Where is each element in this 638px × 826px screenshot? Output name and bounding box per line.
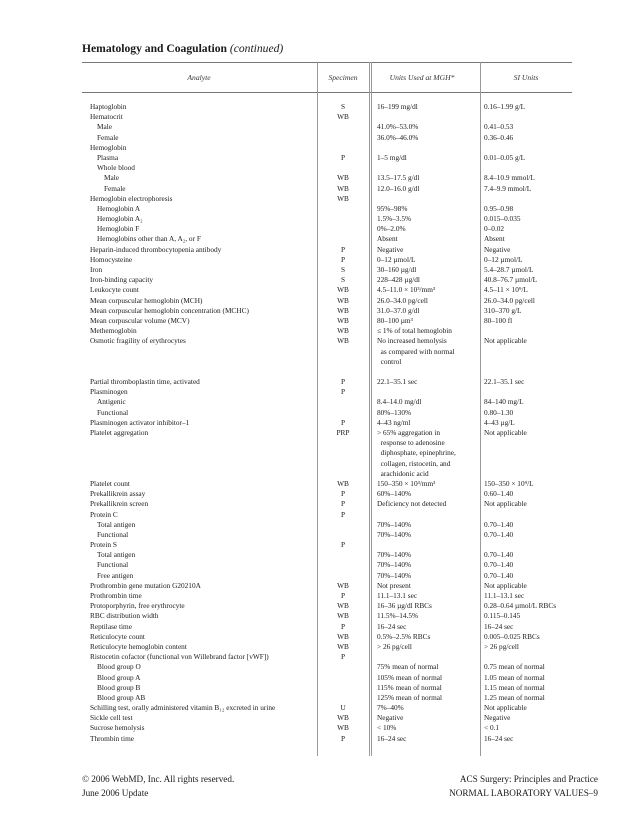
si-cell: 0.70–1.40 — [484, 570, 514, 580]
analyte-cell: Female — [104, 183, 126, 193]
specimen-cell: P — [340, 652, 346, 662]
si-cell: 0.28–0.64 µmol/L RBCs — [484, 601, 557, 611]
units-cell: Negative — [377, 713, 404, 723]
specimen-cell: P — [340, 499, 346, 509]
table-row — [0, 316, 638, 326]
table-row — [0, 642, 638, 652]
units-cell: 70%–140% — [377, 550, 412, 560]
specimen-cell: U — [340, 703, 346, 713]
table-row — [0, 652, 638, 662]
specimen-cell: PRP — [336, 428, 350, 437]
si-cell: Negative — [484, 713, 511, 723]
table-row — [0, 245, 638, 255]
analyte-cell: Schilling test, orally administered vitamin B₁₂ excreted in urine — [90, 703, 276, 713]
units-cell: 70%–140% — [377, 519, 412, 529]
units-cell: Not present — [377, 580, 411, 590]
units-cell: 60%–140% — [377, 489, 412, 499]
table-row — [0, 336, 638, 346]
si-cell: 84–140 mg/L — [484, 397, 524, 407]
table-row — [0, 499, 638, 509]
si-cell: 0.005–0.025 RBCs — [484, 631, 540, 641]
table-row — [0, 469, 638, 479]
table-row — [0, 438, 638, 448]
si-cell: 0–0.02 — [484, 224, 505, 234]
analyte-cell: Ristocetin cofactor (functional von Willebrand factor [vWF]) — [90, 652, 269, 662]
si-cell: 16–24 sec — [484, 621, 514, 631]
units-cell: > 26 pg/cell — [377, 641, 412, 651]
units-cell: 0–12 µmol/L — [377, 254, 416, 264]
specimen-cell: P — [340, 152, 346, 162]
si-cell: 16–24 sec — [484, 733, 514, 743]
units-cell: 13.5–17.5 g/dl — [377, 173, 420, 183]
table-row — [0, 265, 638, 275]
specimen-cell: S — [340, 265, 346, 274]
si-cell: Absent — [484, 234, 505, 244]
analyte-cell: Partial thromboplastin time, activated — [90, 377, 200, 387]
units-cell: 125% mean of normal — [377, 692, 443, 702]
specimen-cell: S — [340, 275, 346, 285]
units-cell: response to adenosine — [377, 438, 445, 448]
analyte-cell: Female — [97, 132, 119, 142]
specimen-cell: WB — [337, 183, 349, 193]
analyte-cell: Sickle cell test — [90, 713, 133, 723]
specimen-cell: WB — [337, 295, 349, 305]
si-cell: 310–370 g/L — [484, 305, 522, 315]
si-cell: 1.15 mean of normal — [484, 682, 545, 692]
units-cell: 70%–140% — [377, 570, 412, 580]
si-cell: Not applicable — [484, 336, 527, 346]
si-cell: Not applicable — [484, 499, 527, 509]
specimen-cell: WB — [337, 173, 349, 183]
specimen-cell: WB — [337, 193, 349, 203]
table-row — [0, 662, 638, 672]
si-cell: 0.41–0.53 — [484, 122, 514, 132]
si-cell: 26.0–34.0 pg/cell — [484, 295, 535, 305]
table-row — [0, 163, 638, 173]
specimen-cell: P — [340, 509, 346, 519]
specimen-cell: WB — [337, 326, 349, 336]
units-cell: 105% mean of normal — [377, 672, 443, 682]
analyte-cell: Hemoglobin — [90, 142, 127, 152]
table-row — [0, 418, 638, 428]
units-cell: 30–160 µg/dl — [377, 265, 417, 274]
si-cell: 7.4–9.9 mmol/L — [484, 183, 532, 193]
table-row — [0, 347, 638, 357]
specimen-cell: WB — [337, 336, 349, 346]
table-row — [0, 377, 638, 387]
si-cell: 0.70–1.40 — [484, 550, 514, 560]
table-row — [0, 285, 638, 295]
table-row — [0, 112, 638, 122]
units-cell: 80–100 µm³ — [377, 315, 413, 325]
analyte-cell: Blood group O — [97, 662, 141, 672]
si-cell: 1.25 mean of normal — [484, 692, 545, 702]
table-row — [0, 611, 638, 621]
analyte-cell: Iron-binding capacity — [90, 275, 154, 285]
si-cell: 0.70–1.40 — [484, 519, 514, 529]
units-cell: 8.4–14.0 mg/dl — [377, 397, 422, 407]
table-row — [0, 530, 638, 540]
table-row — [0, 255, 638, 265]
table-row — [0, 734, 638, 744]
units-cell: 1–5 mg/dl — [377, 152, 407, 162]
table-row — [0, 367, 638, 377]
analyte-cell: Methemoglobin — [90, 326, 137, 336]
analyte-cell: Functional — [97, 560, 129, 570]
analyte-cell: Free antigen — [97, 570, 134, 580]
units-cell: 228–428 µg/dl — [377, 275, 420, 285]
table-row — [0, 184, 638, 194]
units-cell: 4–43 ng/ml — [377, 417, 411, 427]
si-cell: 1.05 mean of normal — [484, 672, 545, 682]
si-cell: > 26 pg/cell — [484, 641, 519, 651]
si-cell: 0.70–1.40 — [484, 529, 514, 539]
analyte-cell: Protein S — [90, 540, 117, 550]
analyte-cell: Homocysteine — [90, 254, 133, 264]
units-cell: Absent — [377, 234, 398, 244]
analyte-cell: Thrombin time — [90, 733, 134, 743]
analyte-cell: Functional — [97, 407, 129, 417]
page-title — [82, 42, 283, 55]
analyte-cell: Mean corpuscular hemoglobin concentration (MCHC) — [90, 305, 249, 315]
header-si-units: SI Units — [513, 73, 539, 82]
analyte-cell: Haptoglobin — [90, 102, 127, 111]
units-cell: Deficiency not detected — [377, 499, 447, 509]
analyte-cell: Hemoglobin F — [97, 224, 140, 234]
analyte-cell: Functional — [97, 529, 129, 539]
table-row — [0, 153, 638, 163]
specimen-cell: P — [340, 377, 346, 387]
specimen-cell: WB — [337, 723, 349, 733]
si-cell: 0.95–0.98 — [484, 203, 514, 213]
si-cell: 0.75 mean of normal — [484, 662, 545, 672]
table-row — [0, 397, 638, 407]
analyte-cell: Platelet count — [90, 478, 130, 488]
specimen-cell: P — [340, 254, 346, 264]
header-analyte: Analyte — [187, 73, 211, 82]
table-row — [0, 408, 638, 418]
units-cell: Negative — [377, 244, 404, 254]
units-cell: 11.1–13.1 sec — [377, 591, 418, 600]
units-cell: 70%–140% — [377, 560, 412, 570]
analyte-cell: Antigenic — [97, 397, 126, 407]
table-row — [0, 306, 638, 316]
analyte-cell: Male — [104, 173, 119, 183]
table-row — [0, 448, 638, 458]
analyte-cell: Hemoglobin A — [97, 203, 141, 213]
title-suffix: (continued) — [229, 42, 284, 55]
specimen-cell: P — [340, 244, 346, 254]
table-row — [0, 550, 638, 560]
analyte-cell: Iron — [90, 265, 103, 274]
table-row — [0, 581, 638, 591]
analyte-cell: Hemoglobin electrophoresis — [90, 193, 173, 203]
si-cell: 0.80–1.30 — [484, 407, 514, 417]
specimen-cell: WB — [337, 580, 349, 590]
si-cell: 0.015–0.035 — [484, 214, 521, 224]
table-row — [0, 520, 638, 530]
analyte-cell: Protoporphyrin, free erythrocyte — [90, 601, 185, 611]
specimen-cell: P — [340, 489, 346, 499]
analyte-cell: Male — [97, 122, 112, 132]
specimen-cell: P — [340, 621, 346, 631]
units-cell: 4.5–11.0 × 10³/mm³ — [377, 285, 436, 295]
analyte-cell: Hematocrit — [90, 112, 123, 122]
units-cell: 41.0%–53.0% — [377, 122, 419, 132]
si-cell: Negative — [484, 244, 511, 254]
table-row — [0, 357, 638, 367]
units-cell: 75% mean of normal — [377, 662, 439, 672]
table-row — [0, 632, 638, 642]
analyte-cell: Plasma — [97, 152, 119, 162]
table-row — [0, 601, 638, 611]
analyte-cell: Mean corpuscular hemoglobin (MCH) — [90, 295, 203, 305]
footer-section: NORMAL LABORATORY VALUES–9 — [449, 788, 598, 798]
units-cell: 12.0–16.0 g/dl — [377, 183, 420, 193]
analyte-cell: Sucrose hemolysis — [90, 723, 145, 733]
units-cell: > 65% aggregation in — [377, 428, 441, 437]
si-cell: 4–43 µg/L — [484, 417, 515, 427]
analyte-cell: Leukocyte count — [90, 285, 139, 295]
si-cell: 0.60–1.40 — [484, 489, 514, 499]
table-row — [0, 571, 638, 581]
si-cell: 40.8–76.7 µmol/L — [484, 275, 538, 285]
specimen-cell: WB — [337, 713, 349, 723]
analyte-cell: Prothrombin gene mutation G20210A — [90, 580, 201, 590]
units-cell: 26.0–34.0 pg/cell — [377, 295, 428, 305]
analyte-cell: Reticulocyte hemoglobin content — [90, 641, 187, 651]
analyte-cell: Platelet aggregation — [90, 428, 149, 437]
table-row — [0, 622, 638, 632]
analyte-cell: Total antigen — [97, 550, 136, 560]
units-cell: as compared with normal — [377, 346, 455, 356]
units-cell: 115% mean of normal — [377, 682, 442, 692]
table-row — [0, 204, 638, 214]
specimen-cell: WB — [337, 478, 349, 488]
table-row — [0, 387, 638, 397]
si-cell: 0.36–0.46 — [484, 132, 514, 142]
table-row — [0, 296, 638, 306]
specimen-cell: P — [340, 387, 346, 397]
analyte-cell: Hemoglobin A₂ — [97, 214, 143, 224]
table-row — [0, 723, 638, 733]
analyte-cell: Protein C — [90, 509, 118, 519]
si-cell: 8.4–10.9 mmol/L — [484, 173, 535, 183]
specimen-cell: WB — [337, 641, 349, 651]
units-cell: 36.0%–46.0% — [377, 132, 419, 142]
table-row — [0, 479, 638, 489]
table-row — [0, 234, 638, 244]
table-row — [0, 194, 638, 204]
units-cell: 16–24 sec — [377, 733, 407, 743]
header-specimen: Specimen — [328, 73, 358, 82]
units-cell: ≤ 1% of total hemoglobin — [377, 326, 452, 336]
table-row — [0, 102, 638, 112]
footer-update: June 2006 Update — [82, 788, 149, 798]
table-row — [0, 591, 638, 601]
specimen-cell: P — [340, 417, 346, 427]
units-cell: collagen, ristocetin, and — [377, 458, 451, 468]
analyte-cell: Plasminogen activator inhibitor–1 — [90, 417, 190, 427]
units-cell: arachidonic acid — [377, 468, 429, 478]
specimen-cell: WB — [337, 305, 349, 315]
table-row — [0, 275, 638, 285]
header-units-mgh: Units Used at MGH* — [389, 73, 455, 82]
table-row — [0, 173, 638, 183]
table-row — [0, 122, 638, 132]
analyte-cell: Osmotic fragility of erythrocytes — [90, 336, 186, 346]
units-cell: 7%–40% — [377, 703, 404, 713]
specimen-cell: WB — [337, 601, 349, 611]
specimen-cell: P — [340, 591, 346, 600]
units-cell: 0%–2.0% — [377, 224, 406, 234]
analyte-cell: Reticulocyte count — [90, 631, 145, 641]
si-cell: 0.70–1.40 — [484, 560, 514, 570]
units-cell: 31.0–37.0 g/dl — [377, 305, 420, 315]
table-row — [0, 703, 638, 713]
si-cell: 80–100 fl — [484, 315, 513, 325]
table-row — [0, 489, 638, 499]
units-cell: No increased hemolysis — [377, 336, 447, 346]
specimen-cell: WB — [337, 631, 349, 641]
specimen-cell: WB — [337, 112, 349, 122]
analyte-cell: Whole blood — [97, 163, 135, 173]
units-cell: 95%–98% — [377, 203, 408, 213]
footer-book-title: ACS Surgery: Principles and Practice — [459, 774, 598, 784]
units-cell: diphosphate, epinephrine, — [377, 448, 456, 458]
units-cell: < 10% — [377, 723, 397, 733]
si-cell: 11.1–13.1 sec — [484, 591, 525, 600]
si-cell: 5.4–28.7 µmol/L — [484, 265, 534, 274]
units-cell: 0.5%–2.5% RBCs — [377, 631, 431, 641]
analyte-cell: Blood group AB — [97, 692, 146, 702]
si-cell: 0–12 µmol/L — [484, 254, 523, 264]
specimen-cell: WB — [337, 285, 349, 295]
specimen-cell: WB — [337, 611, 349, 621]
units-cell: 80%–130% — [377, 407, 412, 417]
analyte-cell: Mean corpuscular volume (MCV) — [90, 315, 190, 325]
specimen-cell: WB — [337, 315, 349, 325]
units-cell: 70%–140% — [377, 529, 412, 539]
table-row — [0, 133, 638, 143]
table-row — [0, 683, 638, 693]
units-cell: 22.1–35.1 sec — [377, 377, 418, 387]
table-row — [0, 693, 638, 703]
si-cell: Not applicable — [484, 703, 527, 713]
table-row — [0, 224, 638, 234]
units-cell: 1.5%–3.5% — [377, 214, 412, 224]
analyte-cell: Hemoglobins other than A, A₂, or F — [97, 234, 201, 244]
units-cell: 150–350 × 10³/mm³ — [377, 478, 436, 488]
table-row — [0, 560, 638, 570]
units-cell: 16–199 mg/dl — [377, 102, 418, 111]
si-cell: 0.16–1.99 g/L — [484, 102, 526, 111]
si-cell: Not applicable — [484, 428, 527, 437]
units-cell: control — [377, 356, 402, 366]
si-cell: 0.01–0.05 g/L — [484, 152, 526, 162]
analyte-cell: Blood group A — [97, 672, 141, 682]
analyte-cell: Prekallikrein screen — [90, 499, 149, 509]
table-row — [0, 713, 638, 723]
analyte-cell: Total antigen — [97, 519, 136, 529]
table-top-rule — [82, 62, 572, 63]
lab-values-table — [0, 102, 638, 744]
si-cell: Not applicable — [484, 580, 527, 590]
header-bottom-rule — [82, 92, 572, 93]
table-row — [0, 540, 638, 550]
analyte-cell: Blood group B — [97, 682, 141, 692]
table-row — [0, 510, 638, 520]
table-row — [0, 214, 638, 224]
table-row — [0, 459, 638, 469]
table-row — [0, 326, 638, 336]
specimen-cell: S — [340, 102, 346, 111]
analyte-cell: Reptilase time — [90, 621, 132, 631]
units-cell: 16–24 sec — [377, 621, 407, 631]
specimen-cell: P — [340, 540, 346, 550]
si-cell: 0.115–0.145 — [484, 611, 521, 621]
analyte-cell: Plasminogen — [90, 387, 128, 397]
analyte-cell: Prothrombin time — [90, 591, 142, 600]
units-cell: 16–36 µg/dl RBCs — [377, 601, 432, 611]
si-cell: 4.5–11 × 10⁹/L — [484, 285, 528, 295]
footer-copyright: © 2006 WebMD, Inc. All rights reserved. — [82, 774, 235, 784]
table-row — [0, 143, 638, 153]
si-cell: 22.1–35.1 sec — [484, 377, 525, 387]
specimen-cell: P — [340, 733, 346, 743]
si-cell: < 0.1 — [484, 723, 500, 733]
table-row — [0, 428, 638, 438]
analyte-cell: RBC distribution width — [90, 611, 159, 621]
analyte-cell: Heparin-induced thrombocytopenia antibody — [90, 244, 222, 254]
table-row — [0, 673, 638, 683]
units-cell: 11.5%–14.5% — [377, 611, 419, 621]
si-cell: 150–350 × 10⁹/L — [484, 478, 534, 488]
analyte-cell: Prekallikrein assay — [90, 489, 146, 499]
title-text: Hematology and Coagulation — [82, 42, 227, 55]
